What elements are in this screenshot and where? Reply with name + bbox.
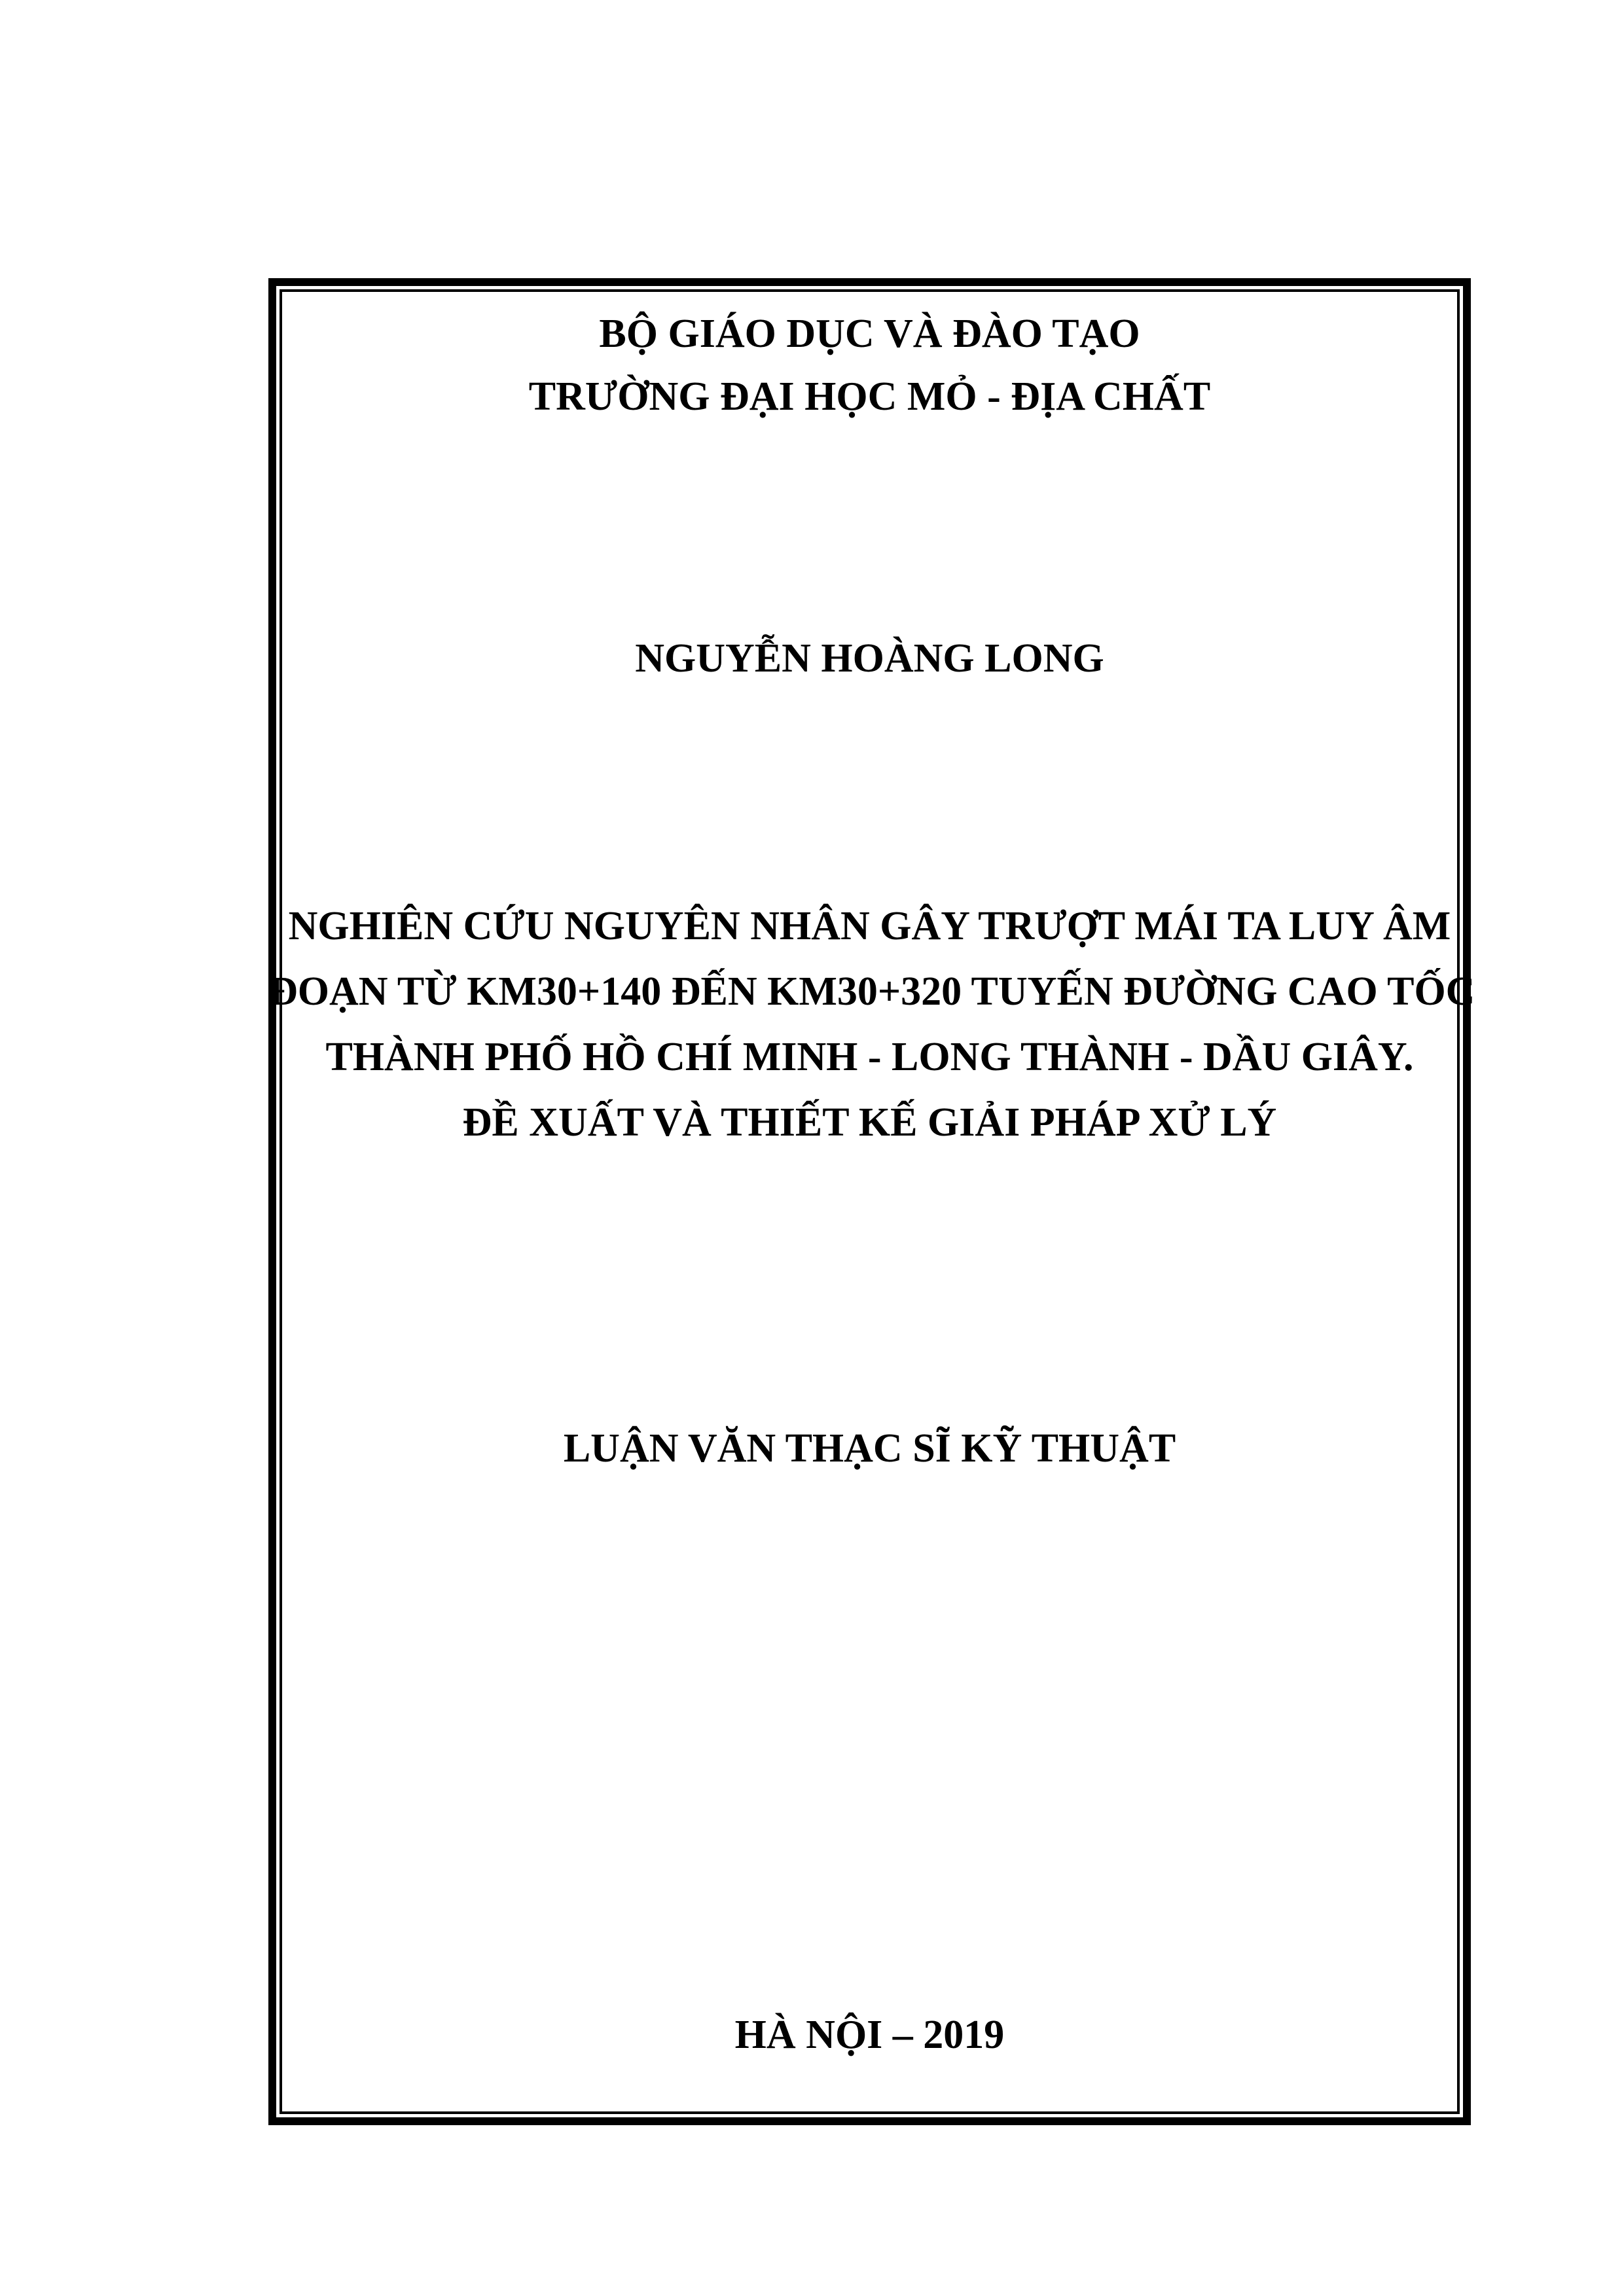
title-line-4: ĐỀ XUẤT VÀ THIẾT KẾ GIẢI PHÁP XỬ LÝ <box>462 1100 1277 1145</box>
thesis-title <box>268 893 1475 1155</box>
document-type: LUẬN VĂN THẠC SĨ KỸ THUẬT <box>563 1426 1176 1471</box>
title-line-2: ĐOẠN TỪ KM30+140 ĐẾN KM30+320 TUYẾN ĐƯỜNG CAO TỐC <box>268 969 1475 1014</box>
institution-header <box>268 302 1471 428</box>
cover-border-frame <box>268 278 1475 2125</box>
place-year: HÀ NỘI – 2019 <box>734 2013 1005 2057</box>
university-line: TRƯỜNG ĐẠI HỌC MỎ - ĐỊA CHẤT <box>528 374 1211 419</box>
ministry-line: BỘ GIÁO DỤC VÀ ĐÀO TẠO <box>599 312 1140 356</box>
cover-border-frame-inner <box>280 289 1460 2114</box>
author-name: NGUYỄN HOÀNG LONG <box>635 636 1104 681</box>
title-line-3: THÀNH PHỐ HỒ CHÍ MINH - LONG THÀNH - DẦU GIÂY. <box>325 1035 1414 1079</box>
title-line-1: NGHIÊN CỨU NGUYÊN NHÂN GÂY TRƯỢT MÁI TA LUY ÂM <box>288 904 1451 948</box>
